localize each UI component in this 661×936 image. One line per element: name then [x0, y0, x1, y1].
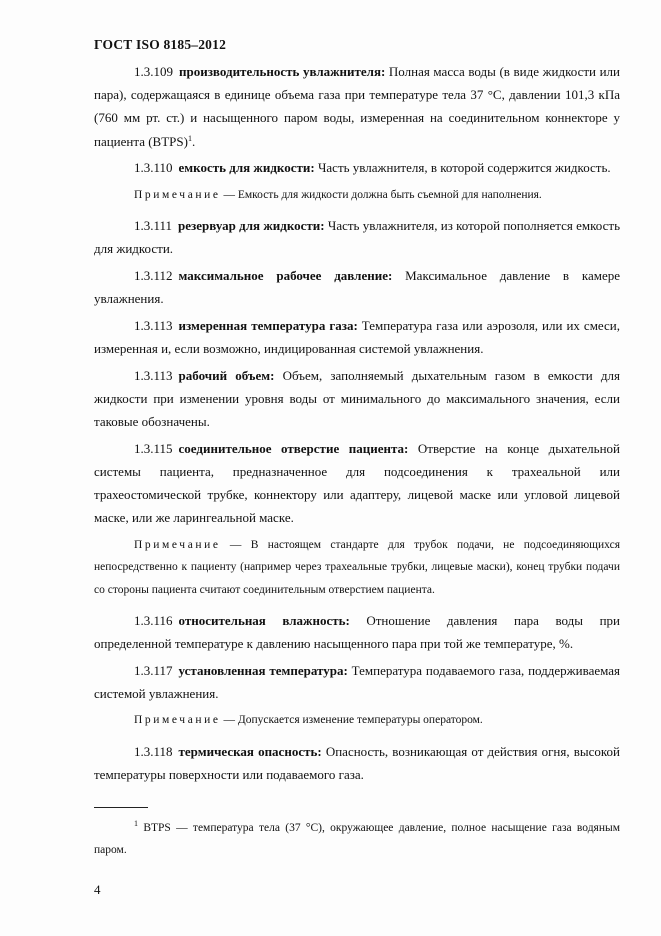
- footnote-mark: 1: [134, 819, 138, 828]
- definition-paragraph: [94, 659, 620, 705]
- definition-number: 1.3.113: [134, 367, 173, 383]
- definition-text: Полная масса воды (в виде жидкости или пара), содержащаяся в единице объема газа при температуре тела 37 °С, давлении 101,3 кПа (760 мм рт. ст.) и насыщенного паром воды, измеренная на соединительном коннекторе у пациента (BTPS): [94, 64, 620, 149]
- definition-tail: .: [191, 133, 196, 149]
- note-text: — В настоящем стандарте для трубок подачи, не подсоединяющихся непосредственно к пациенту (например через трахеальные трубки, лицевые маски), конец трубки подачи со стороны пациента считают соединительным отверстием пациента.: [94, 538, 620, 596]
- definition-text: Часть увлажнителя, из которой пополняется емкость для жидкости.: [94, 218, 620, 257]
- footnote-reference: 1: [187, 133, 192, 143]
- page-number: 4: [94, 882, 101, 897]
- footnote-text: BTPS — температура тела (37 °С), окружающее давление, полное насыщение газа водяным паром.: [94, 822, 620, 856]
- definition-number: 1.3.118: [134, 743, 173, 759]
- definition-term: измеренная температура газа:: [178, 317, 358, 333]
- definition-paragraph: [94, 156, 620, 179]
- definition-number: 1.3.109: [134, 64, 173, 79]
- definition-number: 1.3.110: [134, 160, 173, 176]
- definition-paragraph: [94, 60, 620, 153]
- definition-text: Отверстие на конце дыхательной системы пациента, предназначенное для подсоединения к трахеальной или трахеостомической трубке, коннектору или адаптеру, лицевой маске или угловой лицевой маске, или же ларингеальной маске.: [94, 440, 620, 526]
- definition-term: резервуар для жидкости:: [178, 218, 325, 234]
- definition-term: установленная температура:: [178, 663, 348, 679]
- definition-term: термическая опасность:: [178, 743, 322, 759]
- definition-number: 1.3.116: [134, 613, 173, 629]
- definition-number: 1.3.113: [134, 317, 173, 333]
- definition-paragraph: [94, 364, 620, 434]
- definition-paragraph: [94, 609, 620, 655]
- definition-paragraph: [94, 214, 620, 260]
- definition-text: Температура газа или аэрозоля, или их смеси, измеренная и, если возможно, индицированная системой увлажнения.: [94, 317, 621, 357]
- definition-number: 1.3.115: [134, 440, 173, 456]
- definition-paragraph: [94, 264, 620, 310]
- note-paragraph: [94, 184, 620, 207]
- definition-text: Объем, заполняемый дыхательным газом в емкости для жидкости при изменении уровня воды от минимального до максимального значения, если таковые обозначены.: [94, 367, 620, 430]
- definition-text: Отношение давления пара воды при определенной температуре к давлению насыщенного пара при той же температуре, %.: [94, 613, 620, 652]
- definitions-body: [94, 60, 620, 790]
- definition-term: рабочий объем:: [178, 367, 275, 383]
- definition-paragraph: [94, 437, 620, 530]
- definition-term: соединительное отверстие пациента:: [178, 440, 409, 456]
- definition-number: 1.3.117: [134, 663, 173, 679]
- note-text: — Емкость для жидкости должна быть съемной для наполнения.: [220, 188, 542, 201]
- note-paragraph: [94, 709, 620, 732]
- definition-term: относительная влажность:: [178, 613, 350, 629]
- definition-number: 1.3.112: [134, 267, 173, 283]
- note-label: Примечание: [134, 538, 221, 551]
- note-label: Примечание: [134, 714, 221, 727]
- definition-text: Опасность, возникающая от действия огня, высокой температуры поверхности или подаваемого газа.: [94, 743, 620, 783]
- note-text: — Допускается изменение температуры оператором.: [220, 714, 483, 727]
- definition-text: Температура подаваемого газа, поддерживаемая системой увлажнения.: [94, 663, 620, 702]
- document-header: ГОСТ ISO 8185–2012: [94, 37, 227, 52]
- definition-paragraph: [94, 740, 620, 786]
- footnote: [94, 817, 620, 861]
- definition-text: Часть увлажнителя, в которой содержится жидкость.: [314, 160, 611, 176]
- definition-term: производительность увлажнителя:: [179, 64, 386, 79]
- definition-number: 1.3.111: [134, 218, 173, 234]
- definition-text: Максимальное давление в камере увлажнения.: [94, 267, 620, 307]
- definition-term: емкость для жидкости:: [178, 160, 315, 176]
- note-paragraph: [94, 534, 620, 602]
- definition-paragraph: [94, 314, 620, 360]
- note-label: Примечание: [134, 188, 221, 201]
- footnote-separator: [94, 807, 148, 808]
- definition-term: максимальное рабочее давление:: [178, 267, 393, 283]
